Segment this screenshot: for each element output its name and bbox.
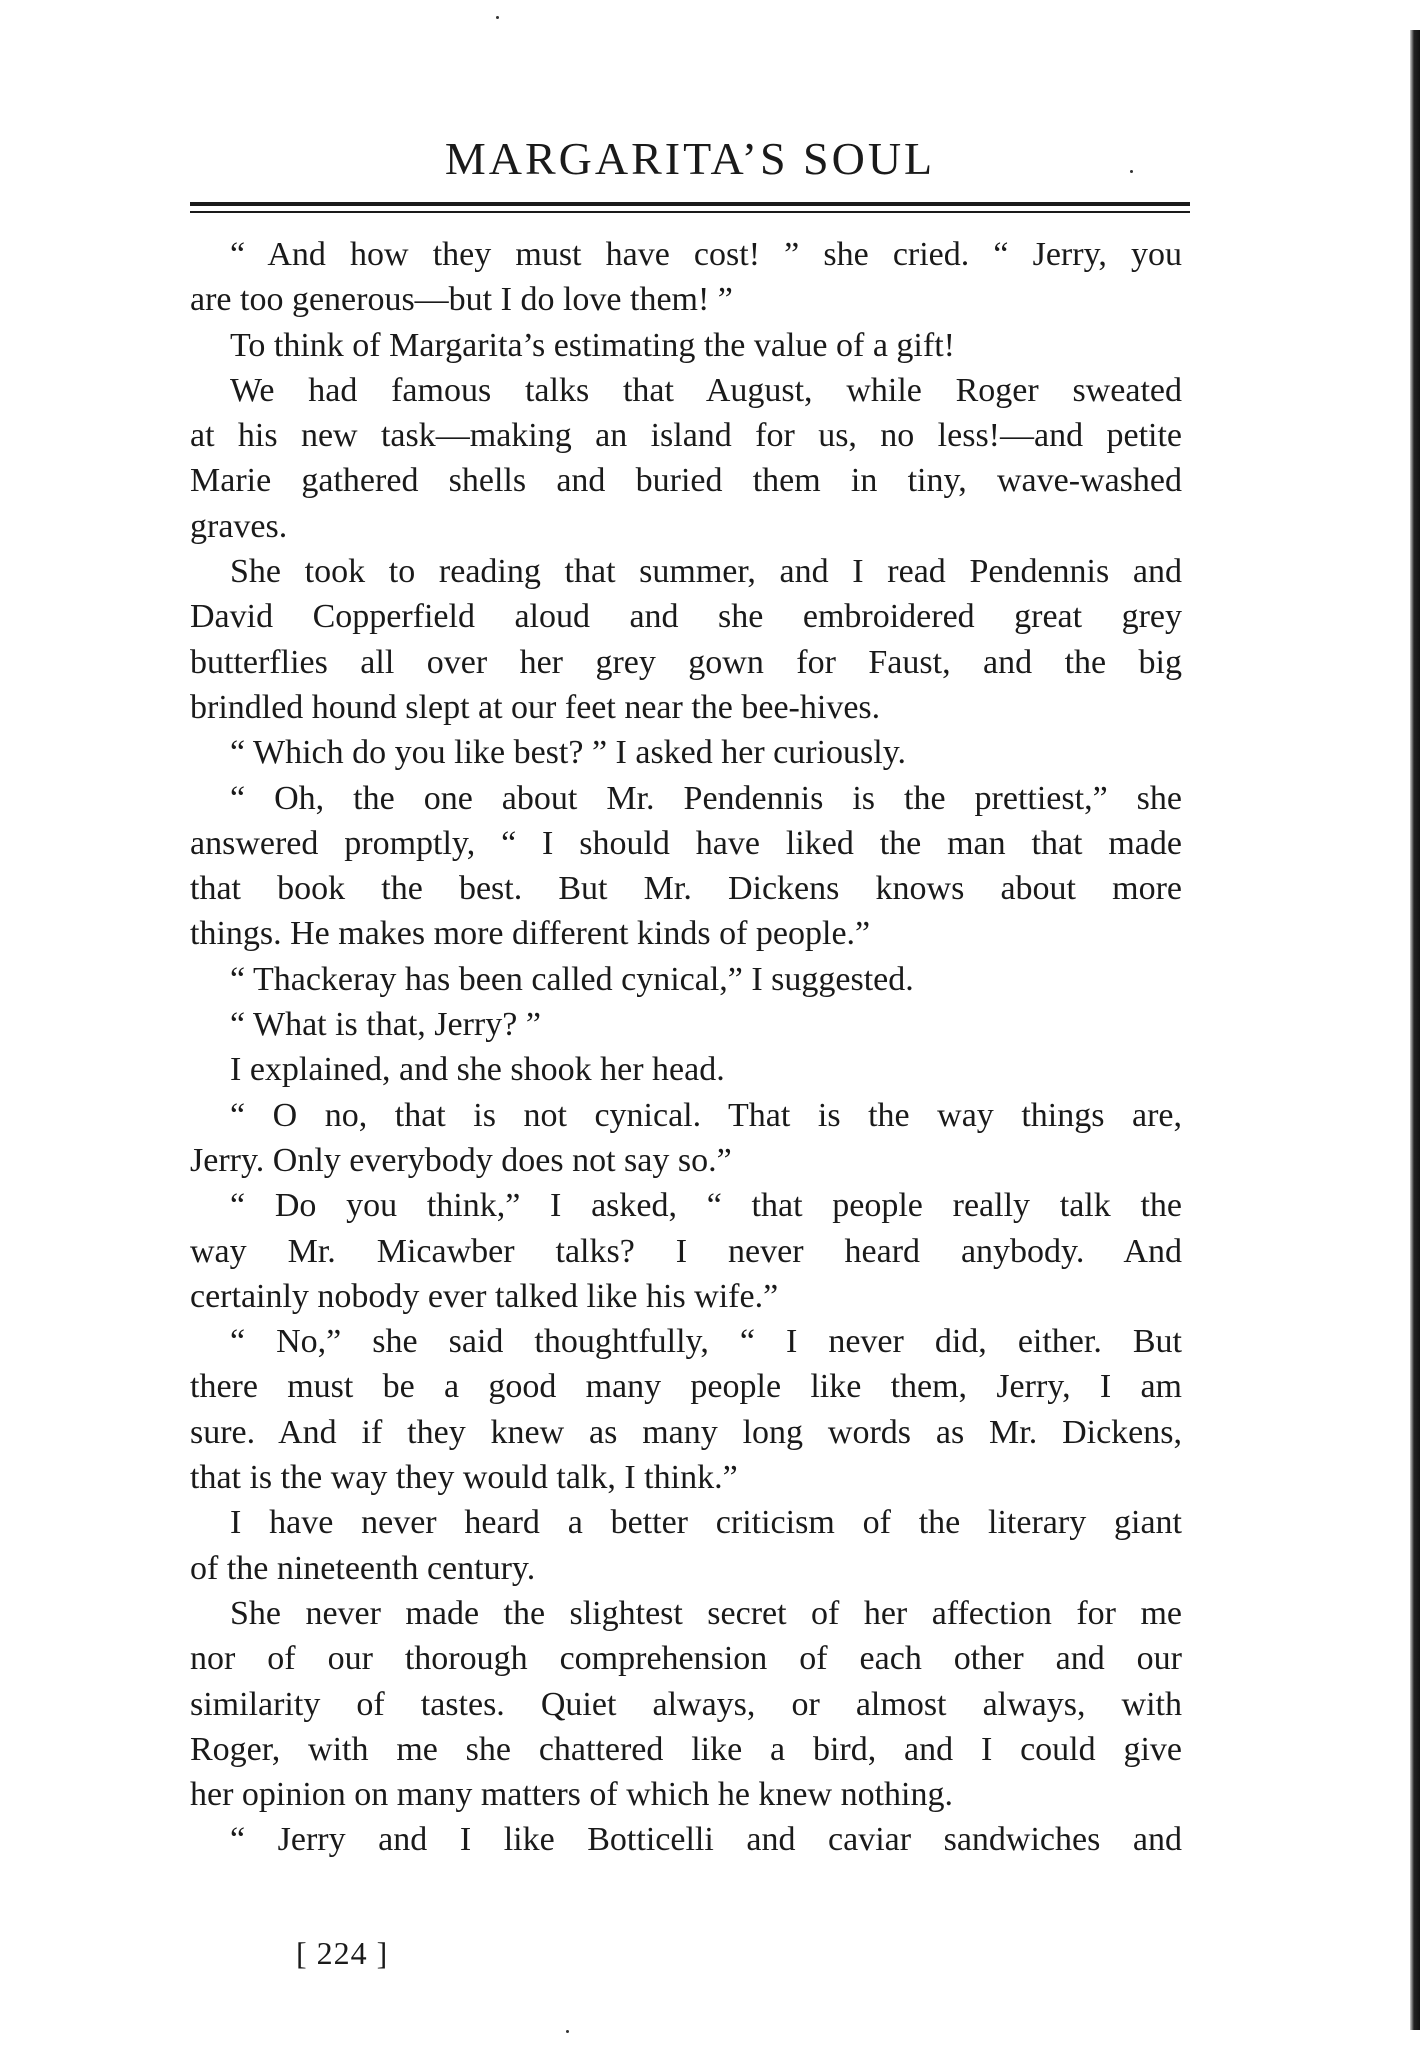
- text-line: that is the way they would talk, I think.”: [190, 1459, 738, 1497]
- text-line: brindled hound slept at our feet near the bee-hives.: [190, 688, 881, 726]
- text-line: “ Jerry and I like Botticelli and caviar sandwiches and: [230, 1821, 1182, 1859]
- text-line: She took to reading that summer, and I read Pendennis and: [230, 553, 1182, 591]
- text-line: certainly nobody ever talked like his wife.”: [190, 1277, 779, 1315]
- text-line: way Mr. Micawber talks? I never heard anybody. And: [190, 1232, 1182, 1270]
- text-line: Jerry. Only everybody does not say so.”: [190, 1141, 732, 1179]
- text-line: She never made the slightest secret of her affection for me: [230, 1594, 1182, 1632]
- text-line: “ What is that, Jerry? ”: [230, 1006, 541, 1044]
- text-line: things. He makes more different kinds of people.”: [190, 915, 871, 953]
- ink-speck: [1130, 170, 1133, 173]
- ink-speck: [496, 16, 499, 19]
- text-line: are too generous—but I do love them! ”: [190, 281, 733, 319]
- text-line: Roger, with me she chattered like a bird, and I could give: [190, 1730, 1182, 1768]
- text-line: Marie gathered shells and buried them in tiny, wave-washed: [190, 462, 1182, 500]
- text-line: of the nineteenth century.: [190, 1549, 536, 1587]
- text-line: “ Which do you like best? ” I asked her curiously.: [230, 734, 907, 772]
- text-line: answered promptly, “ I should have liked the man that made: [190, 824, 1182, 862]
- text-line: “ Thackeray has been called cynical,” I suggested.: [230, 960, 914, 998]
- text-line: “ Do you think,” I asked, “ that people really talk the: [230, 1187, 1182, 1225]
- text-line: I have never heard a better criticism of the literary giant: [230, 1504, 1182, 1542]
- text-line: “ And how they must have cost! ” she cried. “ Jerry, you: [230, 236, 1182, 273]
- text-line: at his new task—making an island for us, no less!—and petite: [190, 417, 1182, 455]
- text-line: graves.: [190, 507, 288, 545]
- text-line: there must be a good many people like them, Jerry, I am: [190, 1368, 1182, 1406]
- body-text: [190, 232, 1182, 1863]
- text-line: nor of our thorough comprehension of each other and our: [190, 1640, 1182, 1678]
- text-line: To think of Margarita’s estimating the value of a gift!: [230, 326, 955, 364]
- header-rule-thin: [190, 211, 1190, 213]
- header-rule-thick: [190, 202, 1190, 206]
- text-line: sure. And if they knew as many long words as Mr. Dickens,: [190, 1413, 1182, 1451]
- text-line: similarity of tastes. Quiet always, or almost always, with: [190, 1685, 1182, 1723]
- text-line: “ No,” she said thoughtfully, “ I never did, either. But: [230, 1323, 1182, 1361]
- text-line: that book the best. But Mr. Dickens knows about more: [190, 870, 1182, 908]
- text-line: David Copperfield aloud and she embroidered great grey: [190, 598, 1182, 636]
- ink-speck: [566, 2030, 569, 2033]
- running-head-title: MARGARITA’S SOUL: [444, 133, 936, 184]
- text-line: “ Oh, the one about Mr. Pendennis is the prettiest,” she: [230, 779, 1182, 817]
- text-line: her opinion on many matters of which he knew nothing.: [190, 1776, 953, 1814]
- page-number: [ 224 ]: [296, 1935, 389, 1971]
- text-line: butterflies all over her grey gown for Faust, and the big: [190, 643, 1182, 681]
- text-line: “ O no, that is not cynical. That is the way things are,: [230, 1096, 1182, 1134]
- text-line: I explained, and she shook her head.: [230, 1051, 725, 1089]
- text-line: We had famous talks that August, while Roger sweated: [230, 371, 1182, 409]
- page-edge-shadow: [1410, 30, 1420, 2030]
